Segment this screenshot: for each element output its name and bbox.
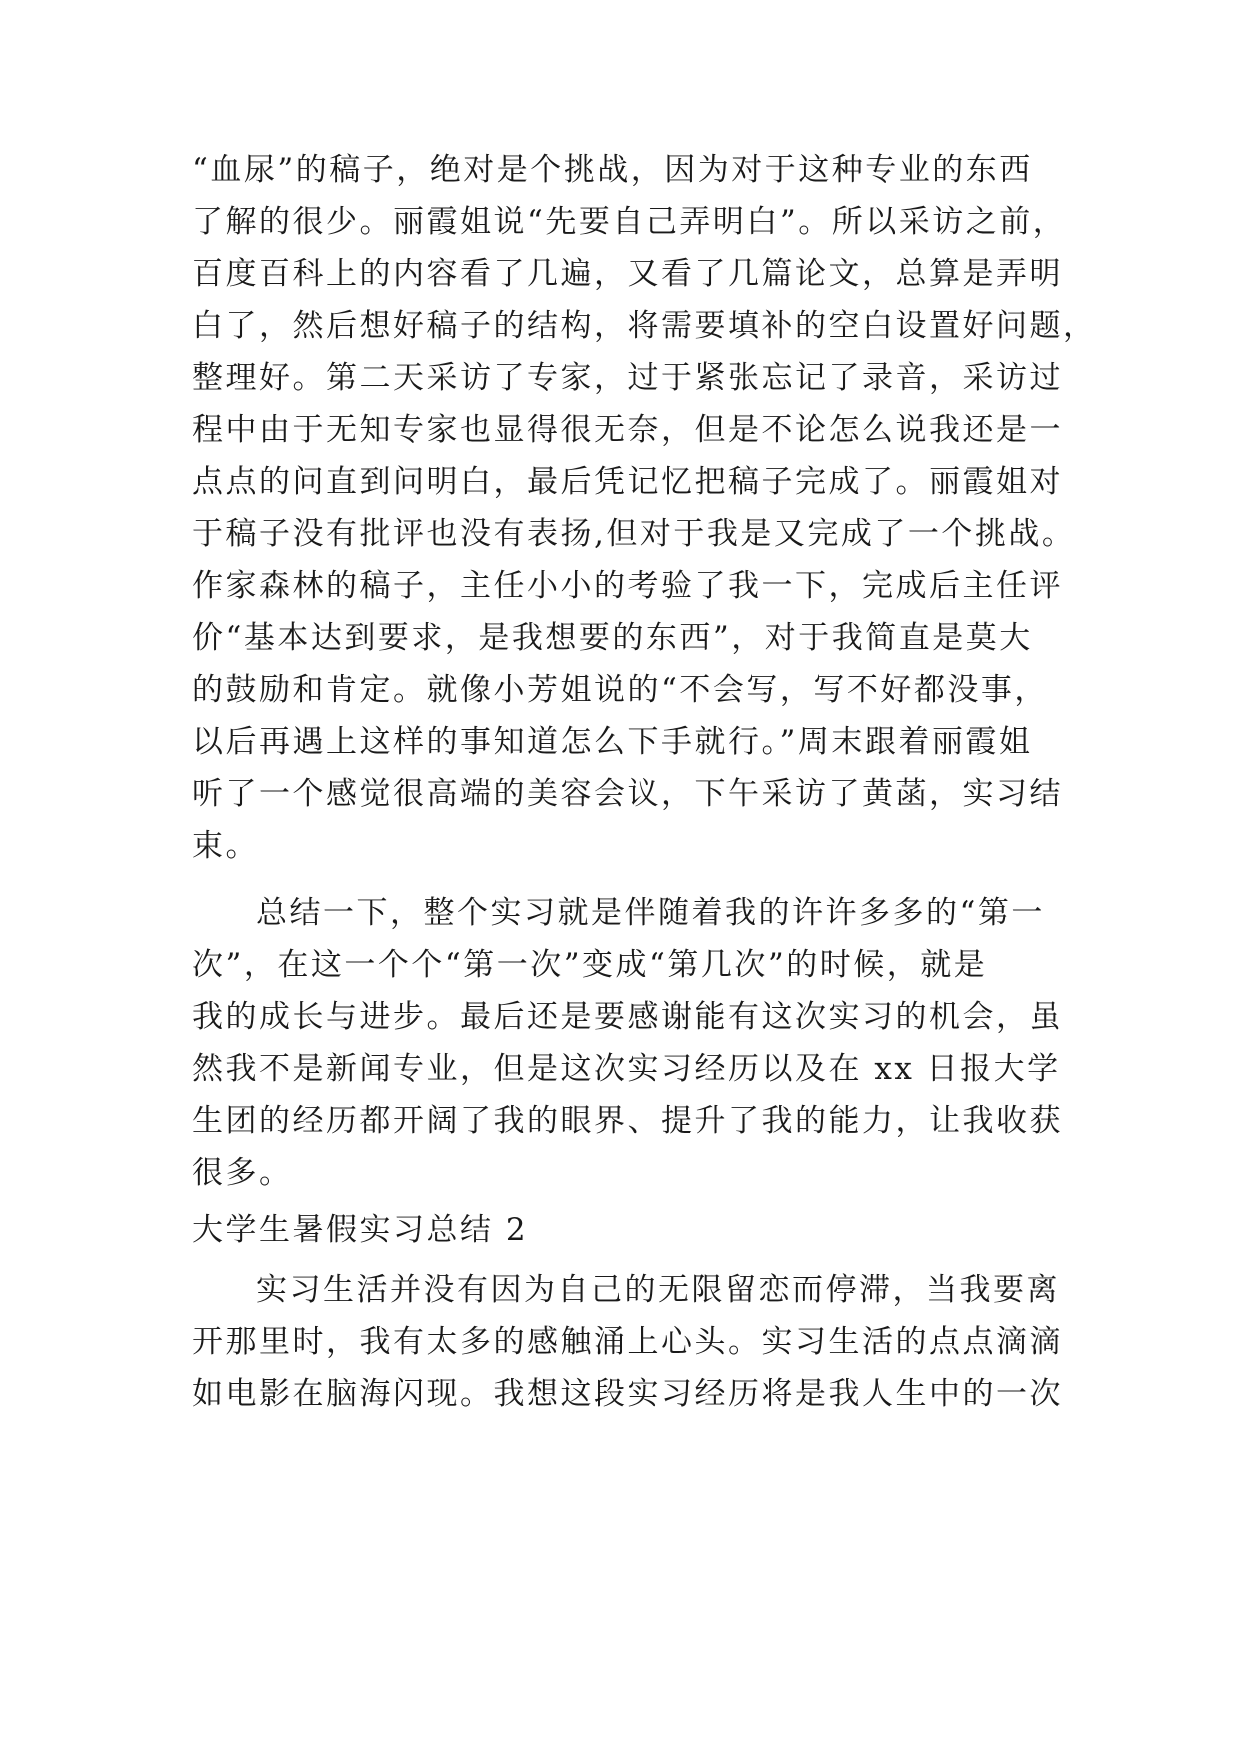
paragraph-line: 次”，在这一个个“第一次”变成“第几次”的时候，就是 — [192, 947, 988, 983]
paragraph-line: “血尿”的稿子，绝对是个挑战，因为对于这种专业的东西 — [192, 152, 1033, 188]
paragraph-line: 程中由于无知专家也显得很无奈，但是不论怎么说我还是一 — [192, 412, 1063, 448]
paragraph-line: 很多。 — [192, 1155, 293, 1191]
paragraph-line: 束。 — [192, 828, 259, 864]
paragraph-line: 百度百科上的内容看了几遍，又看了几篇论文，总算是弄明 — [192, 256, 1063, 292]
section-heading: 大学生暑假实习总结 2 — [192, 1212, 529, 1248]
paragraph-line: 以后再遇上这样的事知道怎么下手就行。”周末跟着丽霞姐 — [192, 724, 1033, 760]
paragraph-line: 如电影在脑海闪现。我想这段实习经历将是我人生中的一次 — [192, 1376, 1063, 1412]
paragraph-line: 作家森林的稿子，主任小小的考验了我一下，完成后主任评 — [192, 568, 1063, 604]
paragraph-first-line: 总结一下，整个实习就是伴随着我的许许多多的“第一 — [256, 895, 1045, 931]
paragraph-line: 然我不是新闻专业，但是这次实习经历以及在 xx 日报大学 — [192, 1051, 1061, 1087]
paragraph-line: 听了一个感觉很高端的美容会议，下午采访了黄菡，实习结 — [192, 776, 1063, 812]
paragraph-line: 白了，然后想好稿子的结构，将需要填补的空白设置好问题， — [192, 308, 1097, 344]
paragraph-line: 了解的很少。丽霞姐说“先要自己弄明白”。所以采访之前， — [192, 204, 1067, 240]
paragraph-first-line: 实习生活并没有因为自己的无限留恋而停滞，当我要离 — [256, 1272, 1060, 1308]
paragraph-line: 于稿子没有批评也没有表扬,但对于我是又完成了一个挑战。 — [192, 516, 1076, 552]
paragraph-line: 价“基本达到要求，是我想要的东西”，对于我简直是莫大 — [192, 620, 1033, 656]
paragraph-line: 我的成长与进步。最后还是要感谢能有这次实习的机会，虽 — [192, 999, 1063, 1035]
paragraph-line: 开那里时，我有太多的感触涌上心头。实习生活的点点滴滴 — [192, 1324, 1063, 1360]
paragraph-line: 点点的问直到问明白，最后凭记忆把稿子完成了。丽霞姐对 — [192, 464, 1063, 500]
paragraph-line: 生团的经历都开阔了我的眼界、提升了我的能力，让我收获 — [192, 1103, 1063, 1139]
paragraph-line: 整理好。第二天采访了专家，过于紧张忘记了录音，采访过 — [192, 360, 1063, 396]
paragraph-line: 的鼓励和肯定。就像小芳姐说的“不会写，写不好都没事， — [192, 672, 1048, 708]
